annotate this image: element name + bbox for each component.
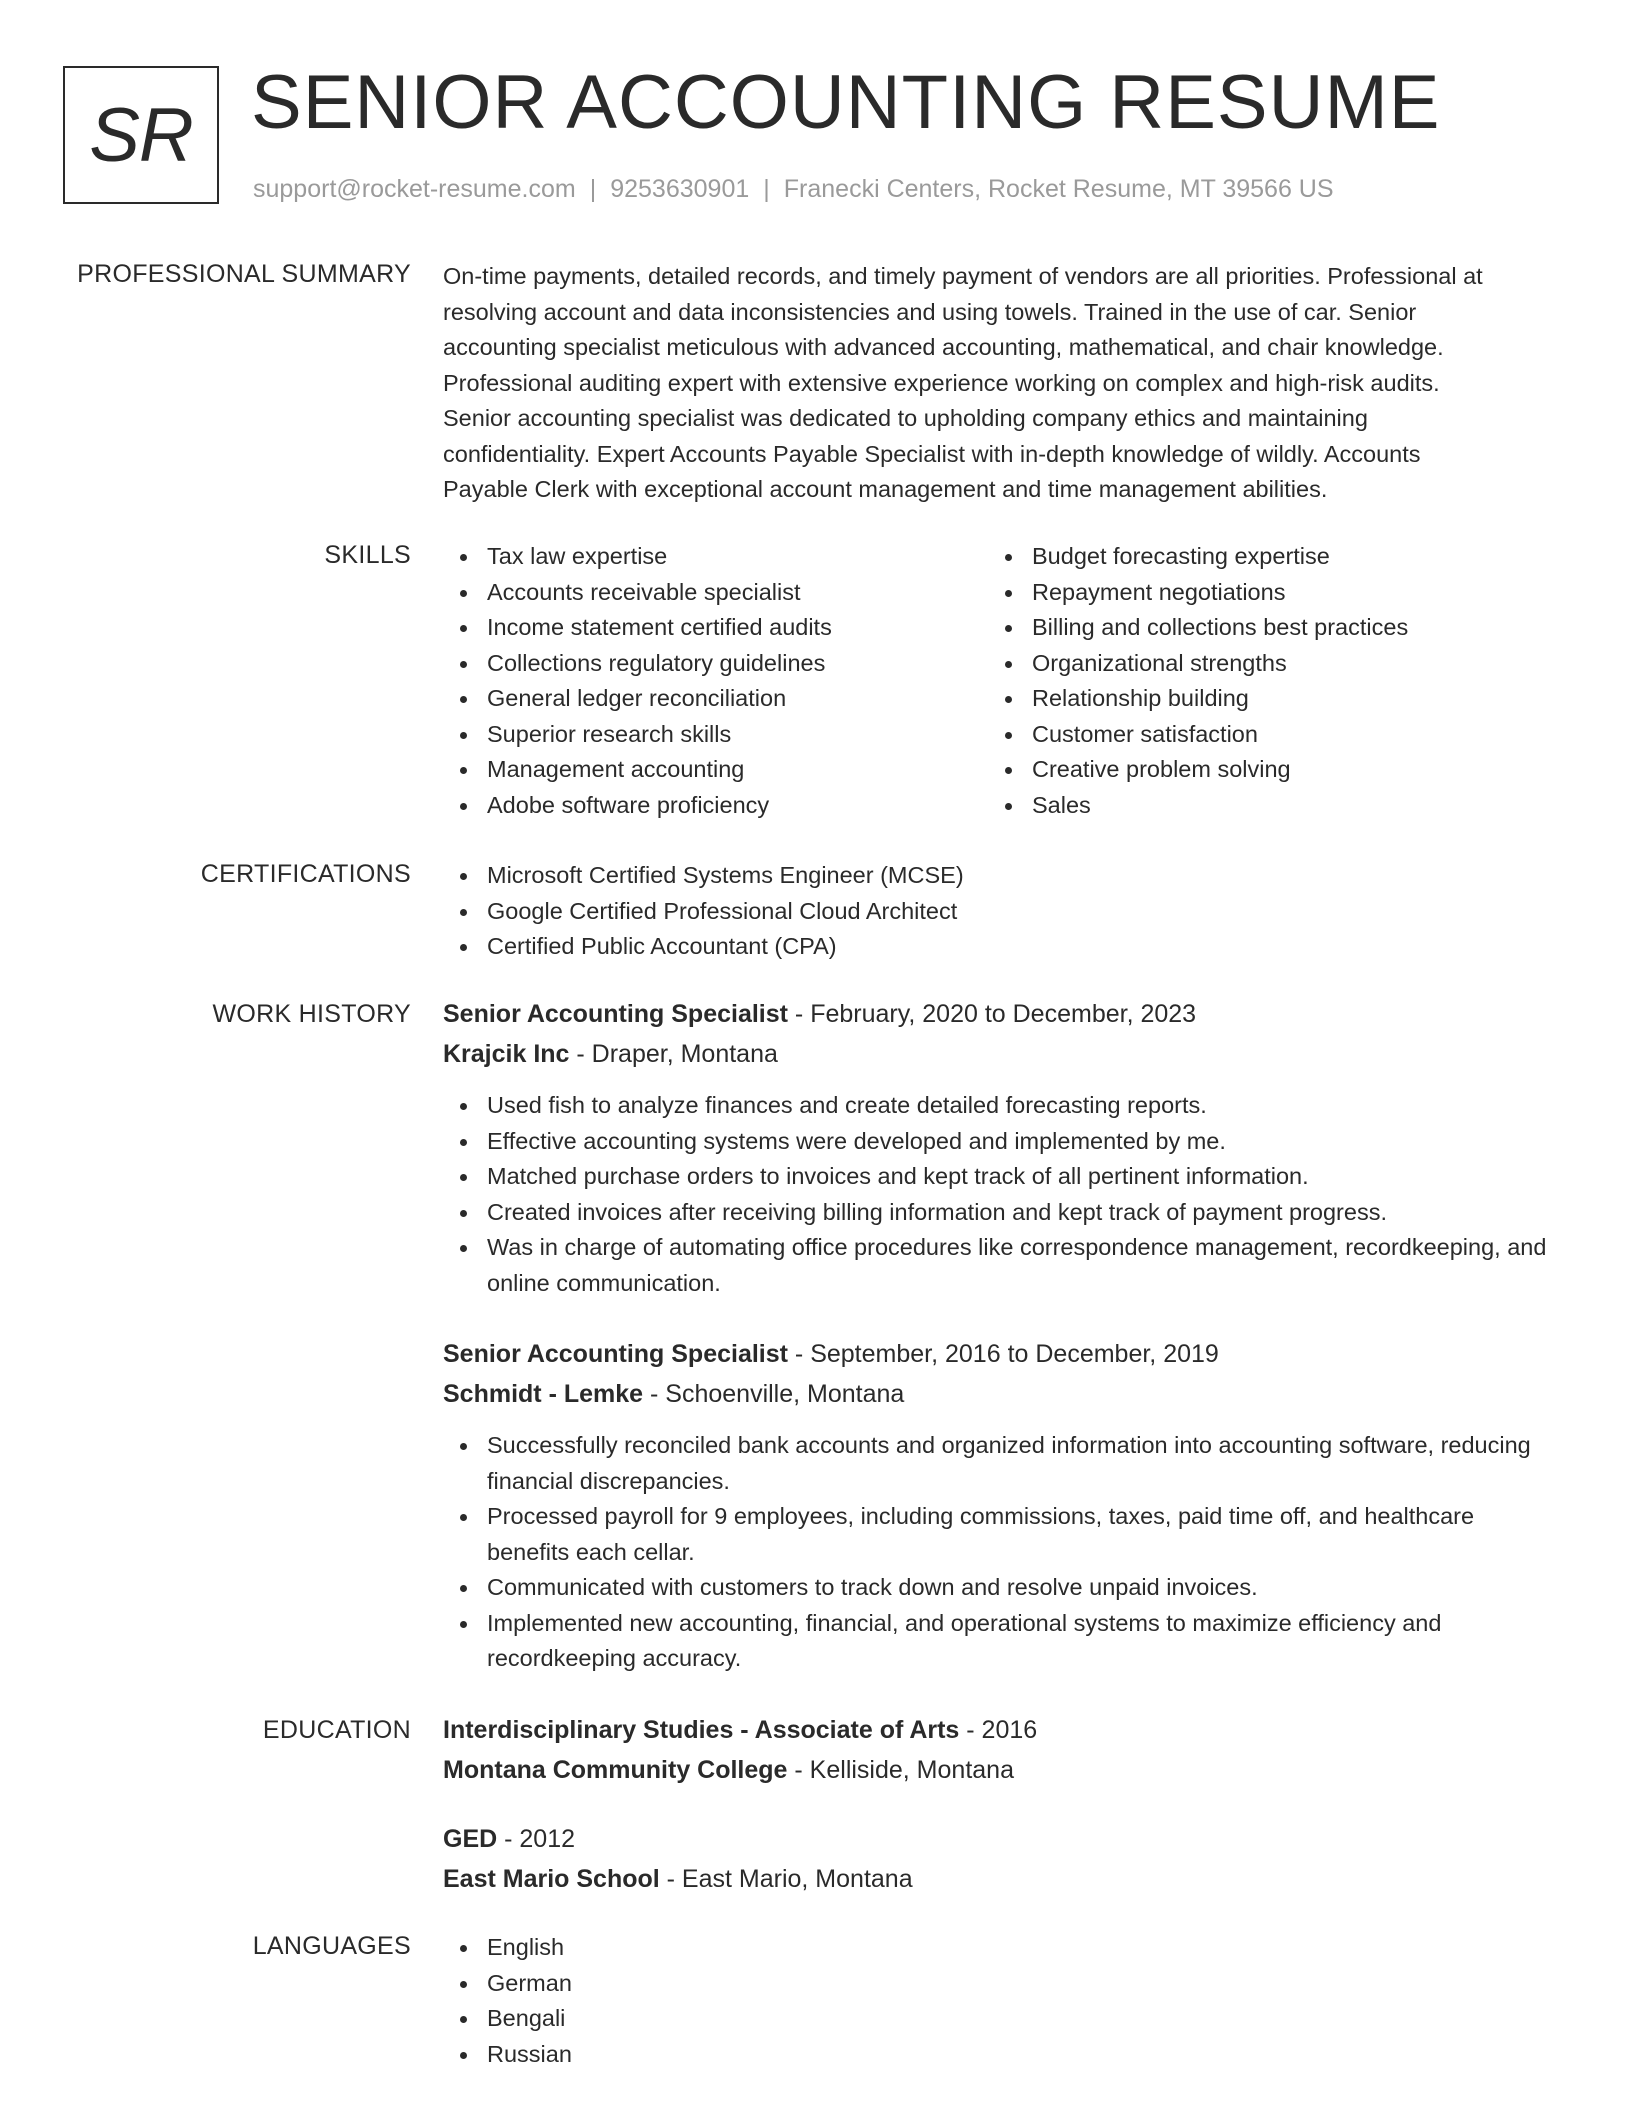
- job-dates: - February, 2020 to December, 2023: [787, 1000, 1197, 1028]
- job-location: - Schoenville, Montana: [643, 1380, 905, 1408]
- language-item: Bengali: [443, 2001, 1558, 2037]
- skills-list-right: [988, 539, 1533, 823]
- summary-line: resolving account and data inconsistencies and using towels. Trained in the use of car. Senior: [443, 298, 1417, 325]
- summary-line: Senior accounting specialist was dedicated to upholding company ethics and maintaining: [443, 405, 1368, 431]
- skill-item: Collections regulatory guidelines: [443, 646, 988, 682]
- language-item: Russian: [443, 2037, 1558, 2073]
- job-duty: Created invoices after receiving billing information and kept track of payment progress.: [443, 1195, 1558, 1231]
- education-school: East Mario School: [443, 1865, 660, 1893]
- job-duty: Processed payroll for 9 employees, including commissions, taxes, paid time off, and healthcare benefits each cellar.: [443, 1499, 1558, 1570]
- skill-item: Creative problem solving: [988, 752, 1533, 788]
- certification-item: Certified Public Accountant (CPA): [443, 929, 1558, 965]
- job-title-line: [443, 1334, 1558, 1374]
- summary-line: accounting specialist meticulous with advanced accounting, mathematical, and chair knowledge.: [443, 334, 1444, 360]
- skill-item: Superior research skills: [443, 717, 988, 753]
- certifications-list: [443, 858, 1558, 965]
- job-title-line: [443, 994, 1558, 1034]
- contact-separator: |: [763, 175, 770, 203]
- summary-line: confidentiality. Expert Accounts Payable Specialist with in-depth knowledge of wildly. Accounts: [443, 440, 1421, 467]
- skill-item: Management accounting: [443, 752, 988, 788]
- education-school-line: [443, 1750, 1558, 1790]
- skill-item: Tax law expertise: [443, 539, 988, 575]
- resume-title: SENIOR ACCOUNTING RESUME: [251, 60, 1441, 145]
- education-school-line: [443, 1859, 1558, 1899]
- job-duties-list: [443, 1088, 1558, 1301]
- education-degree-line: [443, 1819, 1558, 1859]
- contact-line: [253, 172, 1334, 206]
- summary-body: [443, 259, 1558, 508]
- job-entry: [443, 994, 1558, 1301]
- skill-item: Relationship building: [988, 681, 1533, 717]
- contact-separator: |: [589, 175, 597, 203]
- skill-item: Adobe software proficiency: [443, 788, 988, 824]
- education-location: - East Mario, Montana: [659, 1865, 913, 1893]
- job-duty: Communicated with customers to track down and resolve unpaid invoices.: [443, 1570, 1558, 1606]
- certifications-body: [443, 858, 1558, 965]
- summary-line: Payable Clerk with exceptional account management and time management abilities.: [443, 476, 1328, 502]
- skill-item: Budget forecasting expertise: [988, 539, 1533, 575]
- job-location: - Draper, Montana: [569, 1040, 778, 1068]
- summary-line: On-time payments, detailed records, and timely payment of vendors are all priorities. Professional at: [443, 263, 1483, 289]
- education-degree-line: [443, 1710, 1558, 1750]
- section-label-languages: LANGUAGES: [252, 1932, 411, 1960]
- job-company-line: [443, 1374, 1558, 1414]
- initials-monogram: SR: [63, 66, 219, 204]
- education-school: Montana Community College: [443, 1756, 788, 1784]
- education-degree: GED: [443, 1825, 498, 1853]
- education-entry: [443, 1710, 1558, 1790]
- education-degree: Interdisciplinary Studies - Associate of Arts: [443, 1716, 960, 1744]
- summary-line: Professional auditing expert with extensive experience working on complex and high-risk audits.: [443, 369, 1440, 396]
- job-duty: Effective accounting systems were developed and implemented by me.: [443, 1124, 1558, 1160]
- job-duty: Matched purchase orders to invoices and kept track of all pertinent information.: [443, 1159, 1558, 1195]
- section-label-skills: SKILLS: [324, 541, 411, 569]
- section-label-certifications: CERTIFICATIONS: [200, 860, 411, 888]
- job-title: Senior Accounting Specialist: [443, 1340, 788, 1368]
- job-dates: - September, 2016 to December, 2019: [787, 1340, 1219, 1368]
- job-company-line: [443, 1034, 1558, 1074]
- job-title: Senior Accounting Specialist: [443, 1000, 788, 1028]
- language-item: English: [443, 1930, 1558, 1966]
- skill-item: Organizational strengths: [988, 646, 1533, 682]
- job-duties-list: [443, 1428, 1558, 1677]
- skill-item: Accounts receivable specialist: [443, 575, 988, 611]
- education-year: - 2012: [497, 1825, 576, 1853]
- section-label-work-history: WORK HISTORY: [212, 1000, 411, 1028]
- skills-body: [443, 539, 1558, 823]
- skill-item: Customer satisfaction: [988, 717, 1533, 753]
- education-location: - Kelliside, Montana: [787, 1756, 1014, 1784]
- job-company: Krajcik Inc: [443, 1040, 570, 1068]
- certification-item: Google Certified Professional Cloud Architect: [443, 894, 1558, 930]
- job-duty: Was in charge of automating office procedures like correspondence management, recordkeeping, and online communication.: [443, 1230, 1558, 1301]
- job-duty: Successfully reconciled bank accounts and organized information into accounting software, reducing financial discrepancies.: [443, 1428, 1558, 1499]
- section-label-education: EDUCATION: [262, 1716, 411, 1744]
- section-label-summary: PROFESSIONAL SUMMARY: [77, 260, 411, 288]
- contact-email[interactable]: support@rocket-resume.com: [253, 175, 576, 203]
- languages-body: [443, 1930, 1558, 2072]
- education-entry: [443, 1819, 1558, 1899]
- skill-item: General ledger reconciliation: [443, 681, 988, 717]
- languages-list: [443, 1930, 1558, 2072]
- skill-item: Sales: [988, 788, 1533, 824]
- education-year: - 2016: [959, 1716, 1038, 1744]
- job-duty: Used fish to analyze finances and create detailed forecasting reports.: [443, 1088, 1558, 1124]
- skills-list-left: [443, 539, 988, 823]
- certification-item: Microsoft Certified Systems Engineer (MCSE): [443, 858, 1558, 894]
- skill-item: Repayment negotiations: [988, 575, 1533, 611]
- job-company: Schmidt - Lemke: [443, 1380, 644, 1408]
- contact-address: Franecki Centers, Rocket Resume, MT 39566 US: [783, 175, 1334, 203]
- job-entry: [443, 1334, 1558, 1677]
- job-duty: Implemented new accounting, financial, and operational systems to maximize efficiency and recordkeeping accuracy.: [443, 1606, 1558, 1677]
- skill-item: Billing and collections best practices: [988, 610, 1533, 646]
- language-item: German: [443, 1966, 1558, 2002]
- contact-phone[interactable]: 9253630901: [610, 175, 750, 203]
- skill-item: Income statement certified audits: [443, 610, 988, 646]
